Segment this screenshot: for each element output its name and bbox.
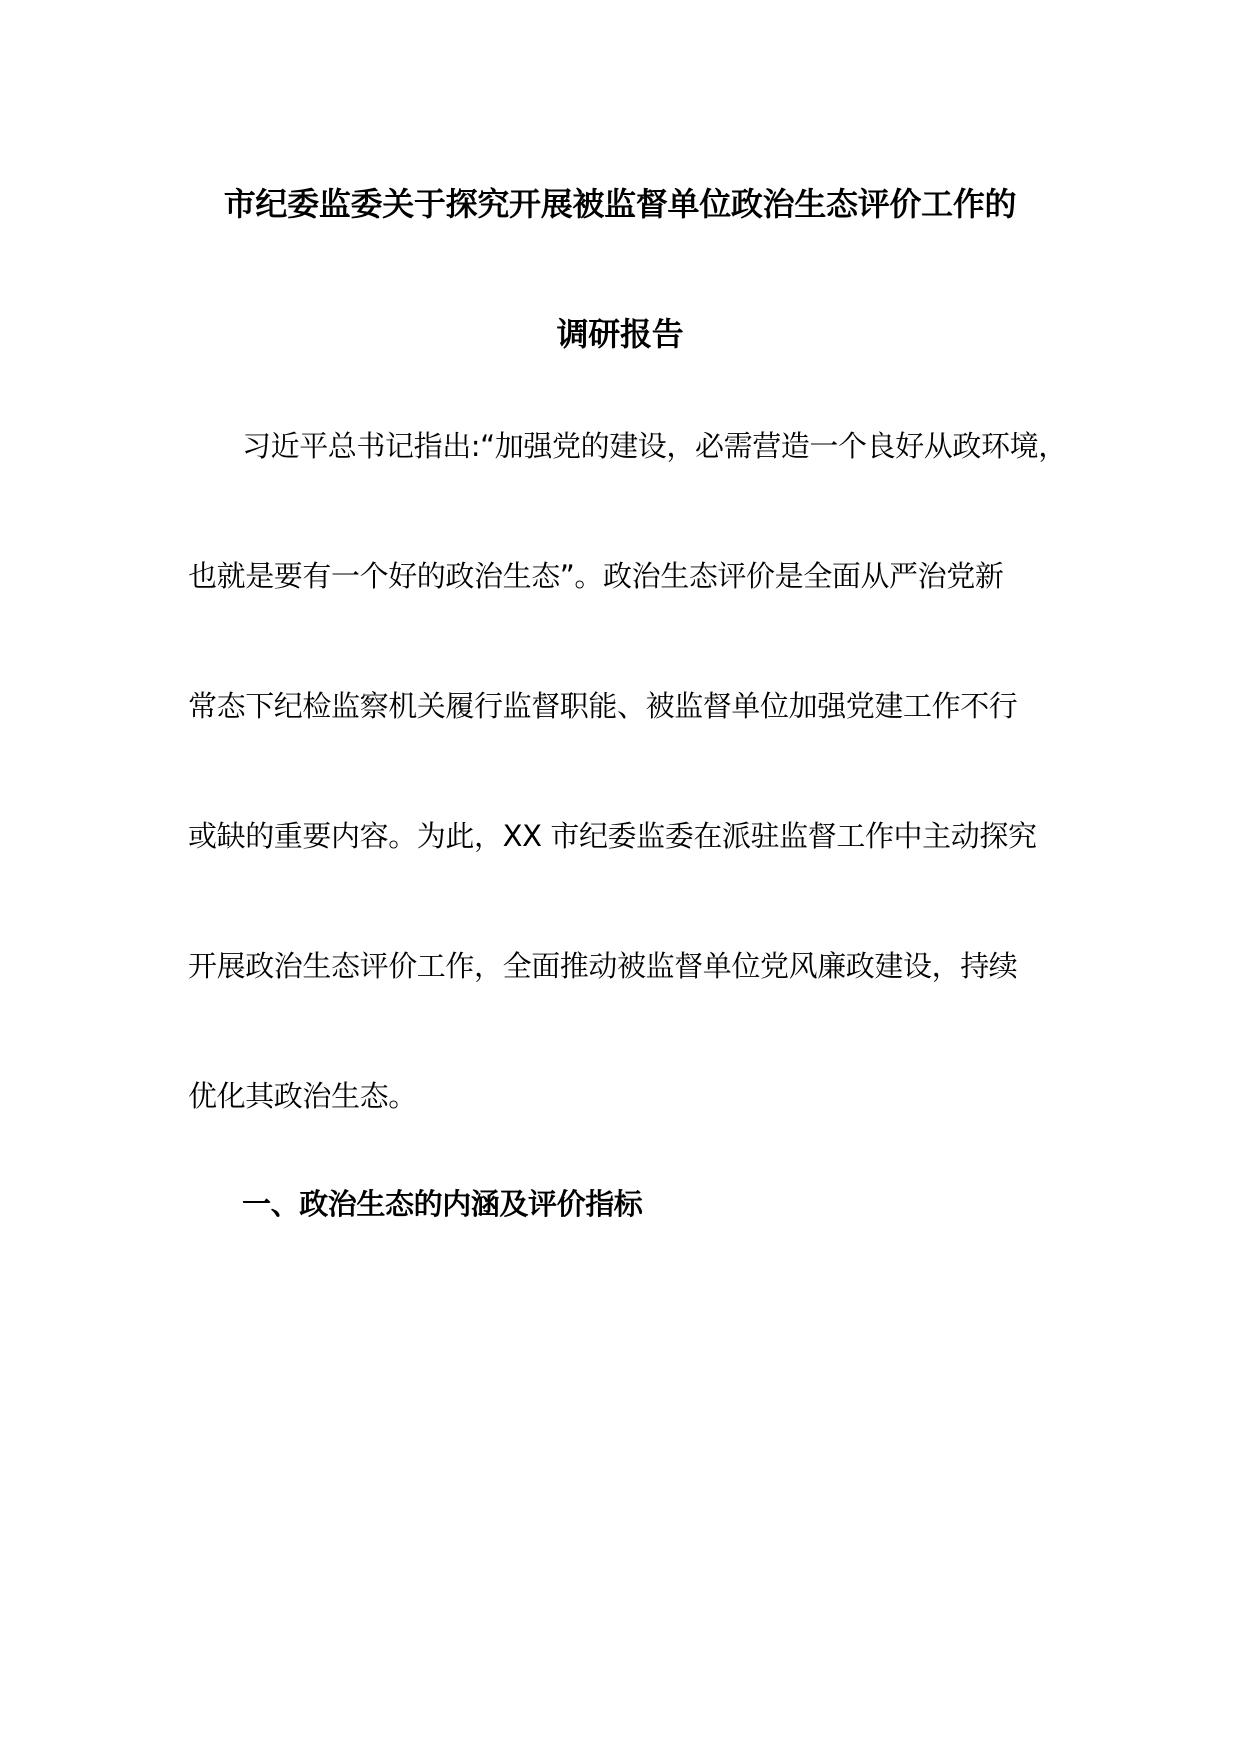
paragraph-line: 优化其政治生态。 [188, 1079, 417, 1113]
paragraph-line: 也就是要有一个好的政治生态”。政治生态评价是全面从严治党新 [188, 559, 1004, 593]
paragraph-line: 习近平总书记指出:“加强党的建设，必需营造一个良好从政环境， [242, 429, 1067, 463]
document-title-line-2: 调研报告 [556, 315, 684, 353]
document-title-line-1: 市纪委监委关于探究开展被监督单位政治生态评价工作的 [223, 185, 1017, 223]
section-heading: 一、政治生态的内涵及评价指标 [242, 1187, 643, 1221]
paragraph-line: 常态下纪检监察机关履行监督职能、被监督单位加强党建工作不行 [188, 689, 1018, 723]
paragraph-line: 或缺的重要内容。为此，XX 市纪委监委在派驻监督工作中主动探究 [188, 819, 1037, 853]
paragraph-line: 开展政治生态评价工作，全面推动被监督单位党风廉政建设，持续 [188, 949, 1018, 983]
